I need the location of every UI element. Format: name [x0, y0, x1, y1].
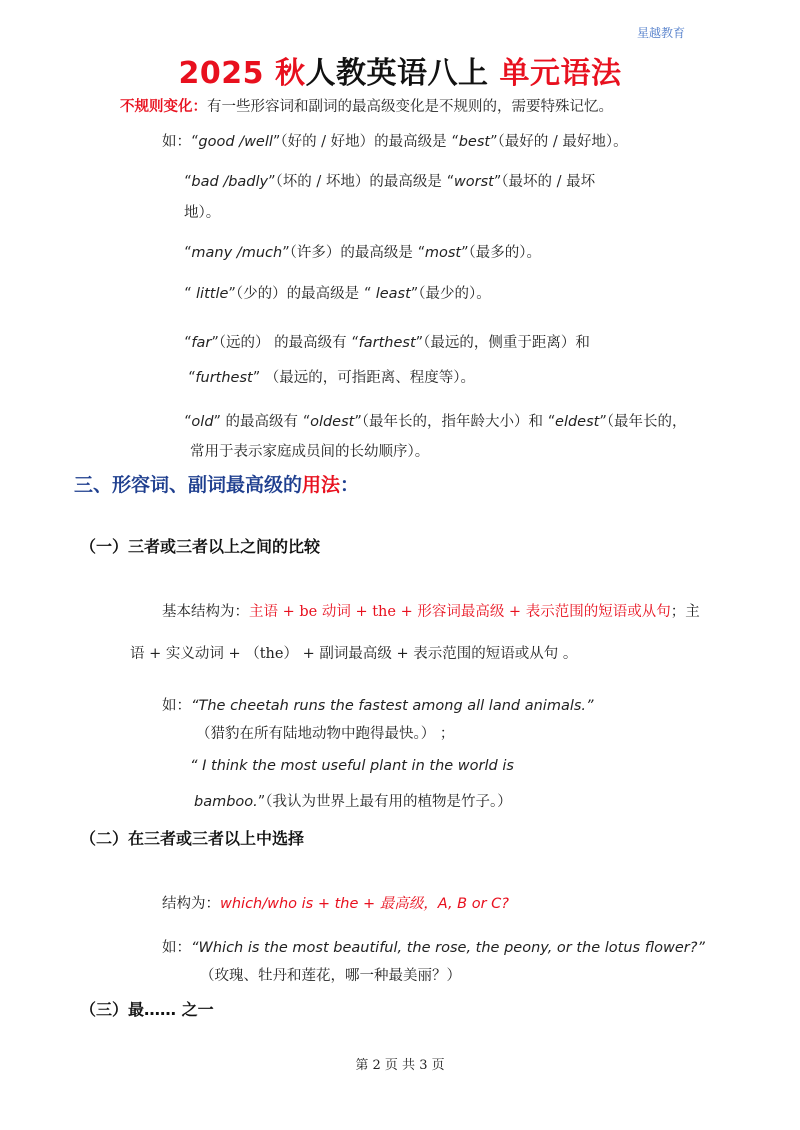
irregular-old	[184, 410, 687, 431]
example-2-cont	[194, 790, 512, 811]
text-fragment: ”（最多的）。	[461, 245, 542, 261]
irregular-intro-text: 有一些形容词和副词的最高级变化是不规则的，需要特殊记忆。	[207, 99, 613, 115]
en-word: best	[458, 134, 491, 150]
example-1	[162, 694, 594, 715]
text-fragment: ”（少的）的最高级是 “	[228, 286, 376, 302]
text-fragment: “	[184, 245, 192, 261]
text-fragment: ” （最远的，可指距离、程度等）。	[252, 370, 475, 386]
structure-label: 结构为：	[162, 896, 220, 912]
en-word: old	[191, 414, 214, 430]
text-fragment: ” 的最高级有 “	[213, 414, 311, 430]
title-year: 2025 秋	[178, 56, 306, 91]
text-fragment: ”（最坏的 / 最坏	[493, 174, 596, 190]
text-fragment: “	[184, 414, 192, 430]
example-en: bamboo.	[194, 794, 258, 810]
irregular-bad	[184, 170, 595, 191]
irregular-intro	[120, 95, 613, 116]
en-word: farthest	[358, 335, 416, 351]
text-fragment: “	[184, 286, 197, 302]
example-cn: ”（我认为世界上最有用的植物是竹子。）	[257, 794, 512, 810]
brand-label: 星越教育	[637, 26, 686, 40]
text-fragment: 如：“	[162, 134, 199, 150]
text-fragment: “	[184, 174, 192, 190]
example-3-cn: （玫瑰、牡丹和莲花，哪一种最美丽？）	[200, 968, 461, 984]
subsection-title: （一）三者或三者以上之间的比较	[80, 537, 321, 556]
example-label: 如：	[162, 698, 191, 714]
irregular-far-cont	[188, 366, 475, 387]
structure-label: 基本结构为：	[162, 604, 249, 620]
text-fragment: ”（许多）的最高级是 “	[282, 245, 425, 261]
text-fragment: ”（最好的 / 最好地）。	[490, 134, 628, 150]
en-word: good /well	[198, 134, 273, 150]
en-word: oldest	[310, 414, 355, 430]
text-fragment: ；主	[670, 604, 700, 620]
section-heading	[74, 470, 359, 497]
irregular-old-cont: 常用于表示家庭成员间的长幼顺序）。	[190, 444, 430, 460]
irregular-far	[184, 331, 590, 352]
text-fragment: ”（最年长的，指年龄大小）和 “	[354, 414, 556, 430]
en-word: eldest	[555, 414, 600, 430]
section-title-colon: ：	[340, 474, 360, 496]
structure-line	[162, 600, 700, 621]
en-word: most	[424, 245, 462, 261]
irregular-bad-cont: 地）。	[184, 205, 221, 221]
text-fragment: ”（远的） 的最高级有 “	[211, 335, 359, 351]
example-en: “ I think the most useful plant in the world is	[190, 758, 514, 774]
en-word: far	[191, 335, 212, 351]
page-title	[0, 48, 800, 92]
irregular-little	[184, 282, 491, 303]
text-fragment: ”（最年长的，	[599, 414, 687, 430]
example-label: 如：	[162, 940, 191, 956]
structure-formula: which/who is + the + 最高级，A, B or C?	[220, 896, 509, 912]
example-en: “The cheetah runs the fastest among all land animals.”	[191, 698, 594, 714]
text-fragment: ”（最少的）。	[410, 286, 491, 302]
irregular-many	[184, 241, 541, 262]
title-course: 人教英语八上	[305, 56, 500, 91]
en-word: bad /badly	[191, 174, 269, 190]
text-fragment: “	[184, 335, 192, 351]
structure-line-2: 语 + 实义动词 + （the） + 副词最高级 + 表示范围的短语或从句 。	[130, 646, 578, 662]
irregular-label: 不规则变化：	[120, 99, 207, 115]
example-2	[190, 758, 514, 774]
structure-formula: 主语 + be 动词 + the + 形容词最高级 + 表示范围的短语或从句	[249, 604, 671, 620]
en-word: worst	[453, 174, 494, 190]
en-word: furthest	[195, 370, 253, 386]
text-fragment: ”（坏的 / 坏地）的最高级是 “	[268, 174, 454, 190]
title-topic: 单元语法	[499, 56, 622, 91]
example-3	[162, 936, 705, 957]
en-word: little	[196, 286, 229, 302]
en-word: least	[375, 286, 411, 302]
irregular-good	[162, 130, 628, 151]
en-word: many /much	[191, 245, 283, 261]
section-title-accent: 用法	[302, 474, 341, 496]
subsection-title: （二）在三者或三者以上中选择	[80, 829, 305, 848]
text-fragment: ”（最远的，侧重于距离）和	[415, 335, 590, 351]
example-en: “Which is the most beautiful, the rose, the peony, or the lotus flower?”	[191, 940, 705, 956]
page-number: 第 2 页 共 3 页	[355, 1058, 445, 1073]
text-fragment: “	[188, 370, 196, 386]
section-title: 三、形容词、副词最高级的	[74, 474, 303, 496]
text-fragment: ”（好的 / 好地）的最高级是 “	[272, 134, 459, 150]
structure-line	[162, 892, 509, 913]
subsection-title: （三）最…… 之一	[80, 1000, 214, 1019]
example-1-cn: （猎豹在所有陆地动物中跑得最快。） ；	[196, 726, 455, 742]
